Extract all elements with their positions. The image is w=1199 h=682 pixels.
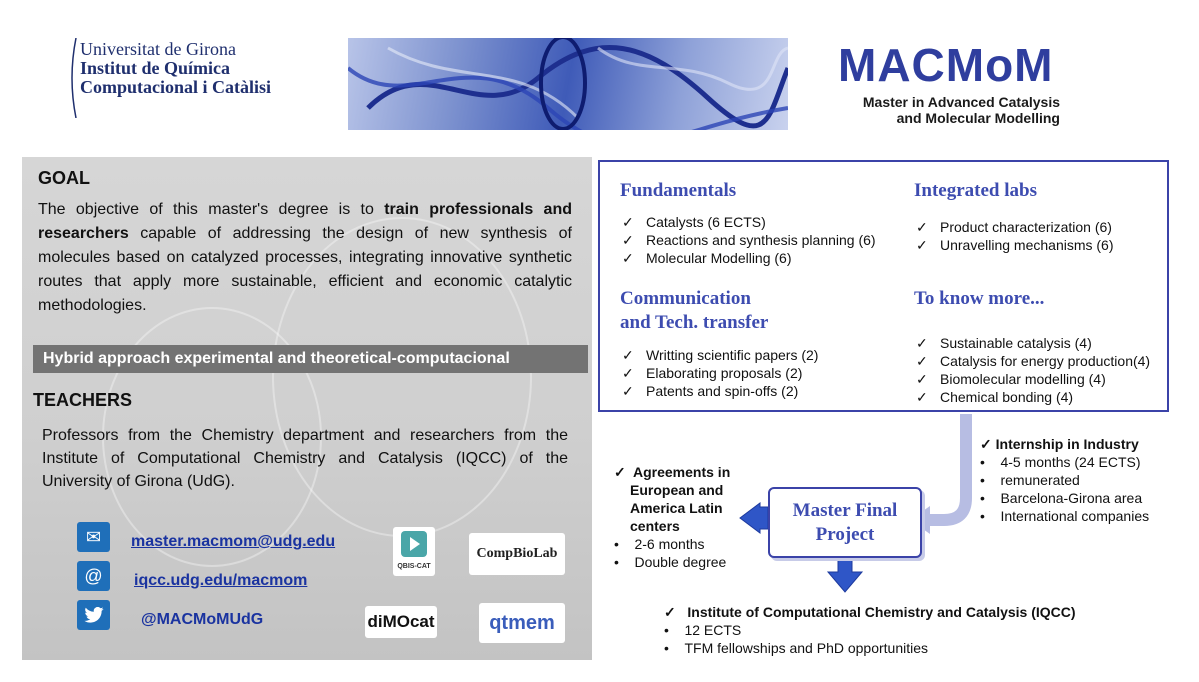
list-item: • 4-5 months (24 ECTS) xyxy=(980,454,1141,470)
udg-line-2: Institut de Química xyxy=(80,58,231,78)
list-item: ✓ Elaborating proposals (2) xyxy=(622,365,803,381)
qbis-play-icon xyxy=(400,530,428,558)
dimocat-logo: diMOcat xyxy=(365,606,437,638)
list-item: ✓ Reactions and synthesis planning (6) xyxy=(622,232,876,248)
check-icon: ✓ xyxy=(622,347,634,363)
website-link[interactable]: iqcc.udg.edu/macmom xyxy=(134,572,308,589)
check-icon: ✓ xyxy=(622,232,634,248)
list-item: • remunerated xyxy=(980,472,1080,488)
teachers-heading: TEACHERS xyxy=(33,390,133,410)
list-item: ✓ Unravelling mechanisms (6) xyxy=(916,237,1114,253)
mfp-line-2: Project xyxy=(815,524,875,545)
check-icon: ✓ xyxy=(916,237,928,253)
agreements-arrow-icon xyxy=(740,503,768,533)
list-item: • 2-6 months xyxy=(614,536,705,552)
list-item: ✓ Chemical bonding (4) xyxy=(916,389,1074,405)
email-link[interactable]: master.macmom@udg.edu xyxy=(131,533,336,550)
twitter-icon xyxy=(77,600,110,630)
list-item: • Barcelona-Girona area xyxy=(980,490,1143,506)
communication-heading-line-2: and Tech. transfer xyxy=(620,312,769,333)
protein-structure-icon xyxy=(348,38,788,130)
at-icon: @ xyxy=(77,561,110,591)
to-know-more-heading: To know more... xyxy=(914,288,1045,309)
list-item: ✓ Patents and spin-offs (2) xyxy=(622,383,799,399)
email-icon: ✉ xyxy=(77,522,110,552)
integrated-labs-list xyxy=(916,218,1114,254)
list-item: • 12 ECTS xyxy=(664,622,742,638)
list-item: ✓ Sustainable catalysis (4) xyxy=(916,335,1092,351)
goal-text xyxy=(38,198,572,318)
hybrid-banner: Hybrid approach experimental and theoretical-computacional xyxy=(33,345,588,373)
list-item: ✓ Product characterization (6) xyxy=(916,219,1112,235)
communication-list xyxy=(622,346,818,400)
check-icon: ✓ xyxy=(622,250,634,266)
list-item: • International companies xyxy=(980,508,1150,524)
agreements-block xyxy=(614,463,730,571)
list-item: • TFM fellowships and PhD opportunities xyxy=(664,640,929,656)
to-know-more-list xyxy=(916,334,1150,406)
internship-block xyxy=(980,435,1149,525)
check-icon: ✓ xyxy=(622,214,634,230)
qbis-cat-logo xyxy=(393,527,435,576)
communication-heading xyxy=(620,287,768,335)
check-icon: ✓ xyxy=(916,353,928,369)
check-icon: ✓ xyxy=(916,335,928,351)
list-item: • Double degree xyxy=(614,554,727,570)
protein-image xyxy=(348,38,788,130)
check-icon: ✓ xyxy=(664,604,676,620)
subtitle-line-2: and Molecular Modelling xyxy=(896,110,1060,126)
mfp-line-1: Master Final xyxy=(792,500,898,521)
udg-line-1: Universitat de Girona xyxy=(80,39,236,59)
goal-text-bold: train professionals and researchers xyxy=(38,201,572,242)
fundamentals-list xyxy=(622,213,876,267)
udg-line-3: Computacional i Catàlisi xyxy=(80,77,272,97)
communication-heading-line-1: Communication xyxy=(620,288,751,309)
macmom-title: MACMoM xyxy=(838,39,1054,91)
check-icon: ✓ xyxy=(622,383,634,399)
goal-heading: GOAL xyxy=(38,168,90,188)
iqcc-block xyxy=(664,603,1076,657)
check-icon: ✓ xyxy=(916,219,928,235)
check-icon: ✓ xyxy=(916,389,928,405)
check-icon: ✓ xyxy=(614,464,626,480)
list-item: ✓ Catalysts (6 ECTS) xyxy=(622,214,766,230)
check-icon: ✓ xyxy=(622,365,634,381)
list-item: ✓ Biomolecular modelling (4) xyxy=(916,371,1106,387)
integrated-labs-heading: Integrated labs xyxy=(914,180,1037,201)
internship-arrow-icon xyxy=(926,414,966,520)
list-item: ✓ Molecular Modelling (6) xyxy=(622,250,792,266)
compbiolab-logo: CompBioLab xyxy=(469,533,565,575)
check-icon: ✓ xyxy=(916,371,928,387)
list-item: ✓ Writting scientific papers (2) xyxy=(622,347,819,363)
qbis-label: QBIS-CAT xyxy=(397,563,431,570)
agreements-title: ✓ Agreements in European and America Latin centers xyxy=(614,464,731,534)
check-icon: ✓ xyxy=(980,436,992,452)
goal-text-end: capable of addressing the design of new synthesis of molecules based on catalyzed processes, integrating innovative synthetic routes that apply more sustainable, efficient and economic catalytic methodologies. xyxy=(38,225,572,314)
twitter-handle[interactable]: @MACMoMUdG xyxy=(141,611,264,628)
subtitle-line-1: Master in Advanced Catalysis xyxy=(862,94,1060,110)
fundamentals-heading: Fundamentals xyxy=(620,180,737,201)
macmom-subtitle xyxy=(800,94,1060,126)
list-item: ✓ Catalysis for energy production(4) xyxy=(916,353,1151,369)
master-final-project-box xyxy=(768,487,922,558)
udg-logo xyxy=(80,40,310,97)
teachers-text: Professors from the Chemistry department and researchers from the Institute of Computational Chemistry and Catalysis (IQCC) of the University of Girona (UdG). xyxy=(42,427,568,490)
iqcc-title: ✓ Institute of Computational Chemistry and Catalysis (IQCC) xyxy=(664,604,1076,620)
iqcc-arrow-icon xyxy=(828,560,862,592)
udg-ornament-icon xyxy=(66,38,80,118)
qtmem-logo: qtmem xyxy=(479,603,565,643)
internship-title: ✓ Internship in Industry xyxy=(980,436,1139,452)
goal-text-start: The objective of this master's degree is to xyxy=(38,201,385,218)
